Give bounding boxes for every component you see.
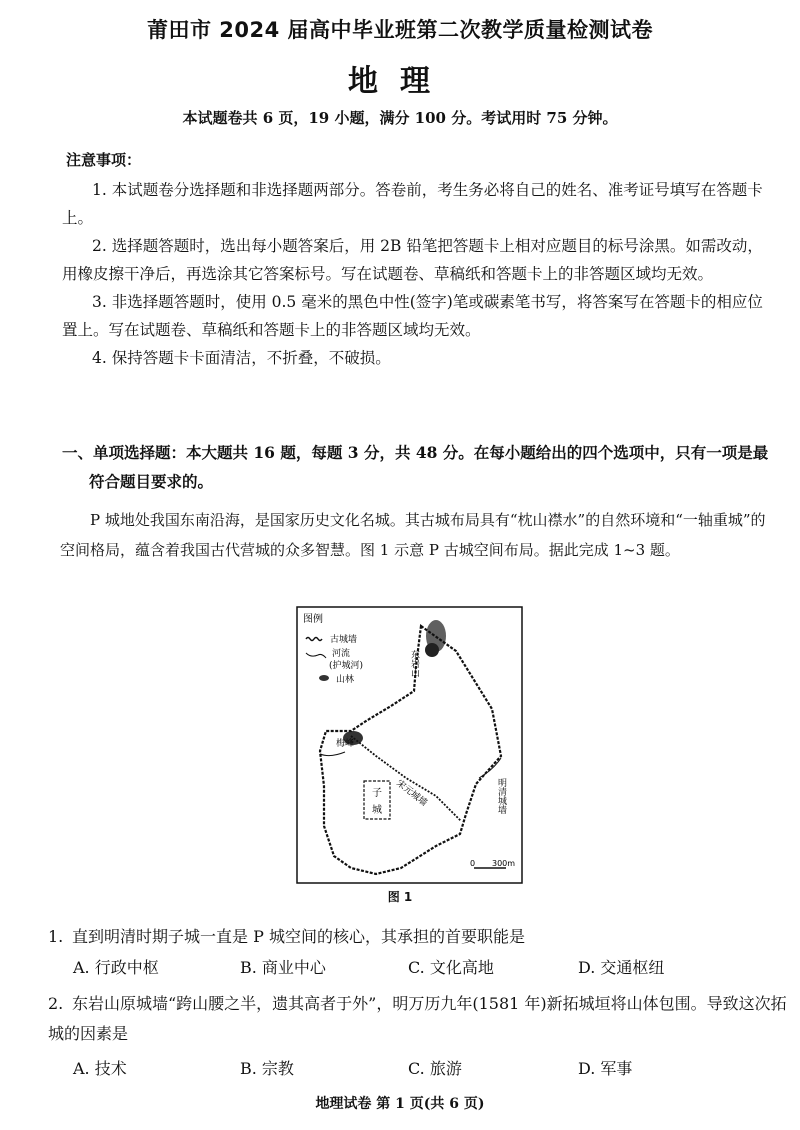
song-yuan-label: 宋元城墙 <box>394 778 429 809</box>
option-d[interactable]: D. 军事 <box>578 1059 633 1078</box>
legend-river-label-2: (护城河) <box>329 661 364 671</box>
zicheng-label-1: 子 <box>372 788 382 799</box>
question-number: 1. <box>48 927 64 946</box>
option-b[interactable]: B. 宗教 <box>240 1059 294 1078</box>
passage <box>60 505 775 565</box>
option-c[interactable]: C. 文化高地 <box>408 958 494 977</box>
option-a[interactable]: A. 技术 <box>73 1059 127 1078</box>
exam-meta: 本试题卷共 6 页，19 小题，满分 100 分。考试用时 75 分钟。 <box>182 109 618 127</box>
scale-zero: 0 <box>470 859 476 868</box>
section-heading-line2: 符合题目要求的。 <box>89 472 214 491</box>
figure-caption: 图 1 <box>387 890 413 904</box>
city-map-figure <box>296 606 523 906</box>
legend-forest-symbol <box>319 675 329 681</box>
section-heading-line1: 一、单项选择题：本大题共 16 题，每题 3 分，共 48 分。在每小题给出的四个选项中，只有一项是最 <box>62 443 769 462</box>
question-number: 2. <box>48 994 64 1013</box>
ming-qing-label: 明清城墙 <box>496 778 506 814</box>
dongyan-label: 东岩山 <box>409 650 419 677</box>
notice-heading: 注意事项： <box>66 151 142 169</box>
question-stem: 东岩山原城墙“跨山腰之半，遗其高者于外”，明万历九年(1581 年)新拓城垣将山体包围。导致这次拓城的因素是 <box>48 994 787 1043</box>
question-1 <box>48 922 788 952</box>
passage-text: P 城地处我国东南沿海，是国家历史文化名城。其古城布局具有“枕山襟水”的自然环境和“一轴重城”的空间格局，蕴含着我国古代营城的众多智慧。图 1 示意 P 古城空间布局。据此完成 1~3 题。 <box>60 511 766 559</box>
question-2-options <box>73 1056 773 1086</box>
question-stem: 直到明清时期子城一直是 P 城空间的核心，其承担的首要职能是 <box>72 927 525 946</box>
option-c[interactable]: C. 旅游 <box>408 1059 462 1078</box>
page-footer: 地理试卷 第 1 页(共 6 页) <box>315 1096 485 1112</box>
option-a[interactable]: A. 行政中枢 <box>73 958 159 977</box>
question-2 <box>48 989 788 1049</box>
question-1-options <box>73 955 773 985</box>
scale-distance: 300m <box>492 859 516 868</box>
section-heading <box>62 438 774 496</box>
meifeng-label: 梅峰 <box>336 739 355 749</box>
subject-title: 地理 <box>348 64 452 99</box>
zicheng-label-2: 城 <box>372 805 382 816</box>
exam-title: 莆田市 2024 届高中毕业班第二次教学质量检测试卷 <box>146 18 654 42</box>
notice-item: 4. 保持答题卡卡面清洁，不折叠，不破损。 <box>92 349 391 367</box>
dongyan-forest-core <box>425 643 439 657</box>
notice-item: 1. 本试题卷分选择题和非选择题两部分。答卷前，考生务必将自己的姓名、准考证号填写在答题卡上。 <box>62 181 763 227</box>
map-frame <box>297 607 522 883</box>
notice-list <box>62 176 768 372</box>
legend-river-label: 河流 <box>332 649 351 659</box>
notice-item: 2. 选择题答题时，选出每小题答案后，用 2B 铅笔把答题卡上相对应题目的标号涂黑。如需改动，用橡皮擦干净后，再选涂其它答案标号。写在试题卷、草稿纸和答题卡上的非答题区域均无效。 <box>62 237 763 283</box>
legend-wall-label: 古城墙 <box>330 635 358 645</box>
legend-title: 图例 <box>303 614 323 625</box>
option-d[interactable]: D. 交通枢纽 <box>578 958 665 977</box>
notice-item: 3. 非选择题答题时，使用 0.5 毫米的黑色中性(签字)笔或碳素笔书写，将答案写在答题卡的相应位置上。写在试题卷、草稿纸和答题卡上的非答题区域均无效。 <box>62 293 763 339</box>
option-b[interactable]: B. 商业中心 <box>240 958 326 977</box>
legend-forest-label: 山林 <box>336 675 355 685</box>
